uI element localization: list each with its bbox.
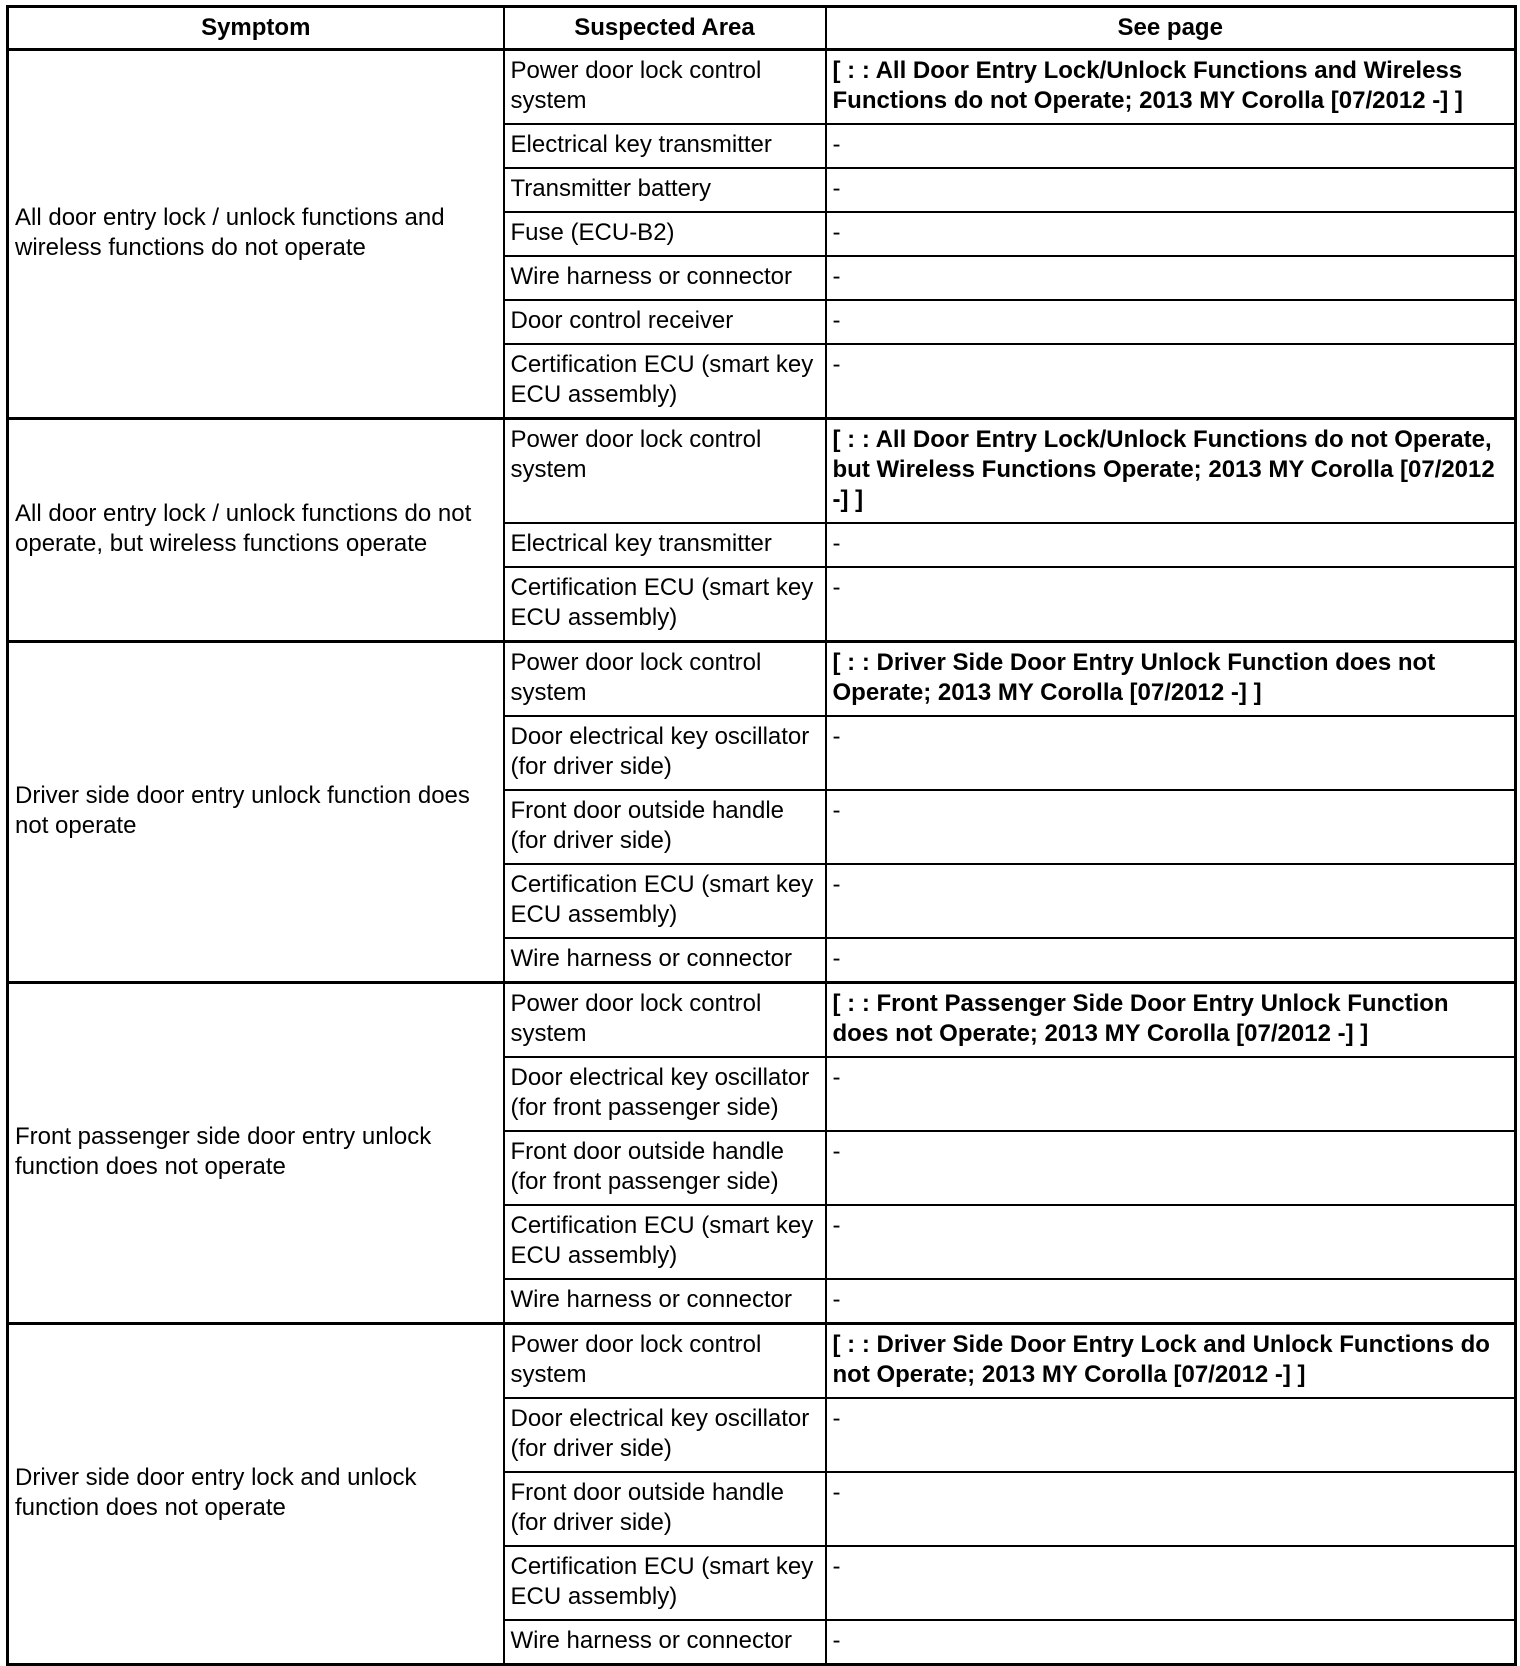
see-page-cell: - [826,168,1516,212]
header-symptom: Symptom [8,7,504,50]
suspected-area-cell: Certification ECU (smart key ECU assembly) [504,864,826,938]
see-page-cell: - [826,300,1516,344]
table-body [8,50,1516,1665]
suspected-area-cell: Certification ECU (smart key ECU assembly) [504,344,826,419]
symptom-cell: Front passenger side door entry unlock function does not operate [8,983,504,1324]
suspected-area-cell: Wire harness or connector [504,938,826,983]
suspected-area-cell: Front door outside handle (for front passenger side) [504,1131,826,1205]
see-page-link[interactable]: [ : : Front Passenger Side Door Entry Unlock Function does not Operate; 2013 MY Corolla [07/2012 -] ] [826,983,1516,1058]
table-row [8,419,1516,524]
see-page-cell: - [826,790,1516,864]
table-row [8,50,1516,125]
header-see-page: See page [826,7,1516,50]
see-page-link[interactable]: [ : : All Door Entry Lock/Unlock Functions and Wireless Functions do not Operate; 2013 MY Corolla [07/2012 -] ] [826,50,1516,125]
see-page-cell: - [826,212,1516,256]
header-suspected-area: Suspected Area [504,7,826,50]
suspected-area-cell: Power door lock control system [504,50,826,125]
see-page-cell: - [826,124,1516,168]
suspected-area-cell: Electrical key transmitter [504,124,826,168]
suspected-area-cell: Power door lock control system [504,1324,826,1399]
symptom-cell: All door entry lock / unlock functions do not operate, but wireless functions operate [8,419,504,642]
suspected-area-cell: Door control receiver [504,300,826,344]
see-page-cell: - [826,716,1516,790]
suspected-area-cell: Front door outside handle (for driver side) [504,790,826,864]
suspected-area-cell: Front door outside handle (for driver side) [504,1472,826,1546]
see-page-cell: - [826,1131,1516,1205]
see-page-link[interactable]: [ : : Driver Side Door Entry Lock and Unlock Functions do not Operate; 2013 MY Corolla [07/2012 -] ] [826,1324,1516,1399]
suspected-area-cell: Wire harness or connector [504,256,826,300]
table-row [8,1324,1516,1399]
suspected-area-cell: Wire harness or connector [504,1620,826,1665]
see-page-cell: - [826,938,1516,983]
see-page-cell: - [826,1205,1516,1279]
see-page-link[interactable]: [ : : All Door Entry Lock/Unlock Functions do not Operate, but Wireless Functions Operate; 2013 MY Corolla [07/2012 -] ] [826,419,1516,524]
see-page-cell: - [826,1620,1516,1665]
symptom-cell: All door entry lock / unlock functions and wireless functions do not operate [8,50,504,419]
suspected-area-cell: Power door lock control system [504,642,826,717]
troubleshooting-table [6,5,1517,1666]
table-row [8,642,1516,717]
suspected-area-cell: Power door lock control system [504,983,826,1058]
suspected-area-cell: Power door lock control system [504,419,826,524]
suspected-area-cell: Door electrical key oscillator (for front passenger side) [504,1057,826,1131]
see-page-cell: - [826,1398,1516,1472]
suspected-area-cell: Certification ECU (smart key ECU assembly) [504,567,826,642]
see-page-cell: - [826,1279,1516,1324]
symptom-cell: Driver side door entry unlock function does not operate [8,642,504,983]
suspected-area-cell: Fuse (ECU-B2) [504,212,826,256]
suspected-area-cell: Door electrical key oscillator (for driver side) [504,716,826,790]
see-page-cell: - [826,256,1516,300]
header-row [8,7,1516,50]
suspected-area-cell: Wire harness or connector [504,1279,826,1324]
see-page-cell: - [826,567,1516,642]
suspected-area-cell: Electrical key transmitter [504,523,826,567]
symptom-cell: Driver side door entry lock and unlock function does not operate [8,1324,504,1665]
suspected-area-cell: Certification ECU (smart key ECU assembly) [504,1205,826,1279]
see-page-cell: - [826,864,1516,938]
suspected-area-cell: Certification ECU (smart key ECU assembly) [504,1546,826,1620]
see-page-cell: - [826,1546,1516,1620]
see-page-cell: - [826,1057,1516,1131]
see-page-link[interactable]: [ : : Driver Side Door Entry Unlock Function does not Operate; 2013 MY Corolla [07/2012 -] ] [826,642,1516,717]
see-page-cell: - [826,1472,1516,1546]
suspected-area-cell: Transmitter battery [504,168,826,212]
table-row [8,983,1516,1058]
see-page-cell: - [826,344,1516,419]
suspected-area-cell: Door electrical key oscillator (for driver side) [504,1398,826,1472]
see-page-cell: - [826,523,1516,567]
